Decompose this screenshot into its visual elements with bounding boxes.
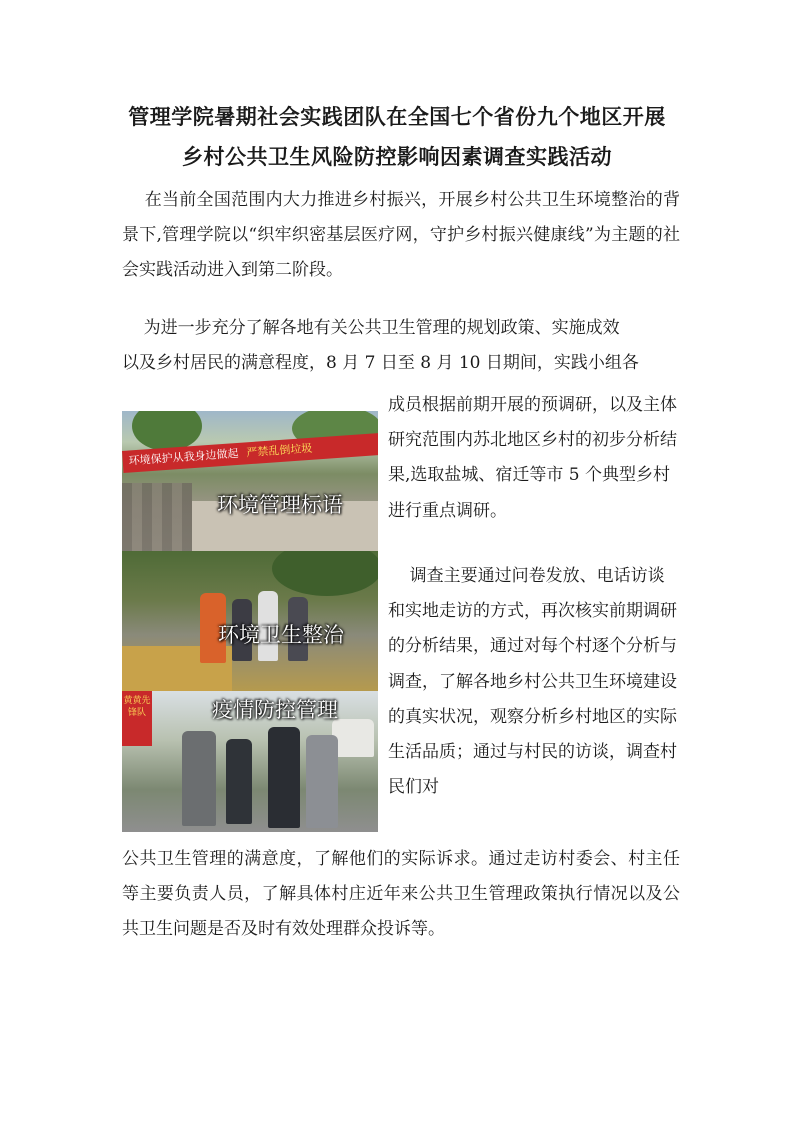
paragraph-intro: 在当前全国范围内大力推进乡村振兴，开展乡村公共卫生环境整治的背景下,管理学院以“织牢织密基层医疗网，守护乡村振兴健康线”为主题的社会实践活动进入到第二阶段。 — [122, 190, 680, 281]
tree-shape — [272, 551, 378, 596]
person-figure — [226, 739, 252, 824]
banner-text-left: 环境保护从我身边做起 — [128, 446, 239, 468]
red-sign: 黄黄先锋队 — [122, 691, 152, 746]
document-title-line-2: 乡村公共卫生风险防控影响因素调查实践活动 — [182, 145, 612, 169]
van-shape — [332, 719, 374, 757]
photo-environment-slogan — [122, 411, 378, 551]
photo-epidemic-control — [122, 691, 378, 832]
paragraph-survey-method: 调查主要通过问卷发放、电话访谈和实地走访的方式，再次核实前期调研的分析结果，通过对每个村逐个分析与调查，了解各地乡村公共卫生环境建设的真实状况，观察分析乡村地区的实际生活品质；通过与村民的访谈，调查村民们对 — [388, 566, 677, 798]
paragraph-purpose-line-2: 以及乡村居民的满意程度，8 月 7 日至 8 月 10 日期间，实践小组各 — [122, 353, 639, 373]
person-figure — [306, 735, 338, 828]
document-title-line-1: 管理学院暑期社会实践团队在全国七个省份九个地区开展 — [128, 105, 666, 129]
banner-text-right: 严禁乱倒垃圾 — [245, 441, 313, 460]
photo-caption-environment-slogan: 环境管理标语 — [217, 493, 343, 517]
photo-sanitation-cleanup — [122, 551, 378, 691]
person-figure — [182, 731, 216, 826]
paragraph-survey-scope: 成员根据前期开展的预调研，以及主体研究范围内苏北地区乡村的初步分析结果,选取盐城、宿迁等市 5 个典型乡村进行重点调研。 — [388, 395, 677, 521]
photo-caption-epidemic-control: 疫情防控管理 — [212, 698, 338, 722]
person-figure — [268, 727, 300, 828]
photo-collage — [122, 411, 378, 832]
paragraph-purpose-line-1: 为进一步充分了解各地有关公共卫生管理的规划政策、实施成效 — [122, 318, 620, 338]
paragraph-survey-method-continued: 公共卫生管理的满意度，了解他们的实际诉求。通过走访村委会、村主任等主要负责人员，了解具体村庄近年来公共卫生管理政策执行情况以及公共卫生问题是否及时有效处理群众投诉等。 — [122, 849, 680, 940]
photo-caption-sanitation-cleanup: 环境卫生整治 — [218, 623, 344, 647]
tree-shape — [132, 411, 202, 451]
